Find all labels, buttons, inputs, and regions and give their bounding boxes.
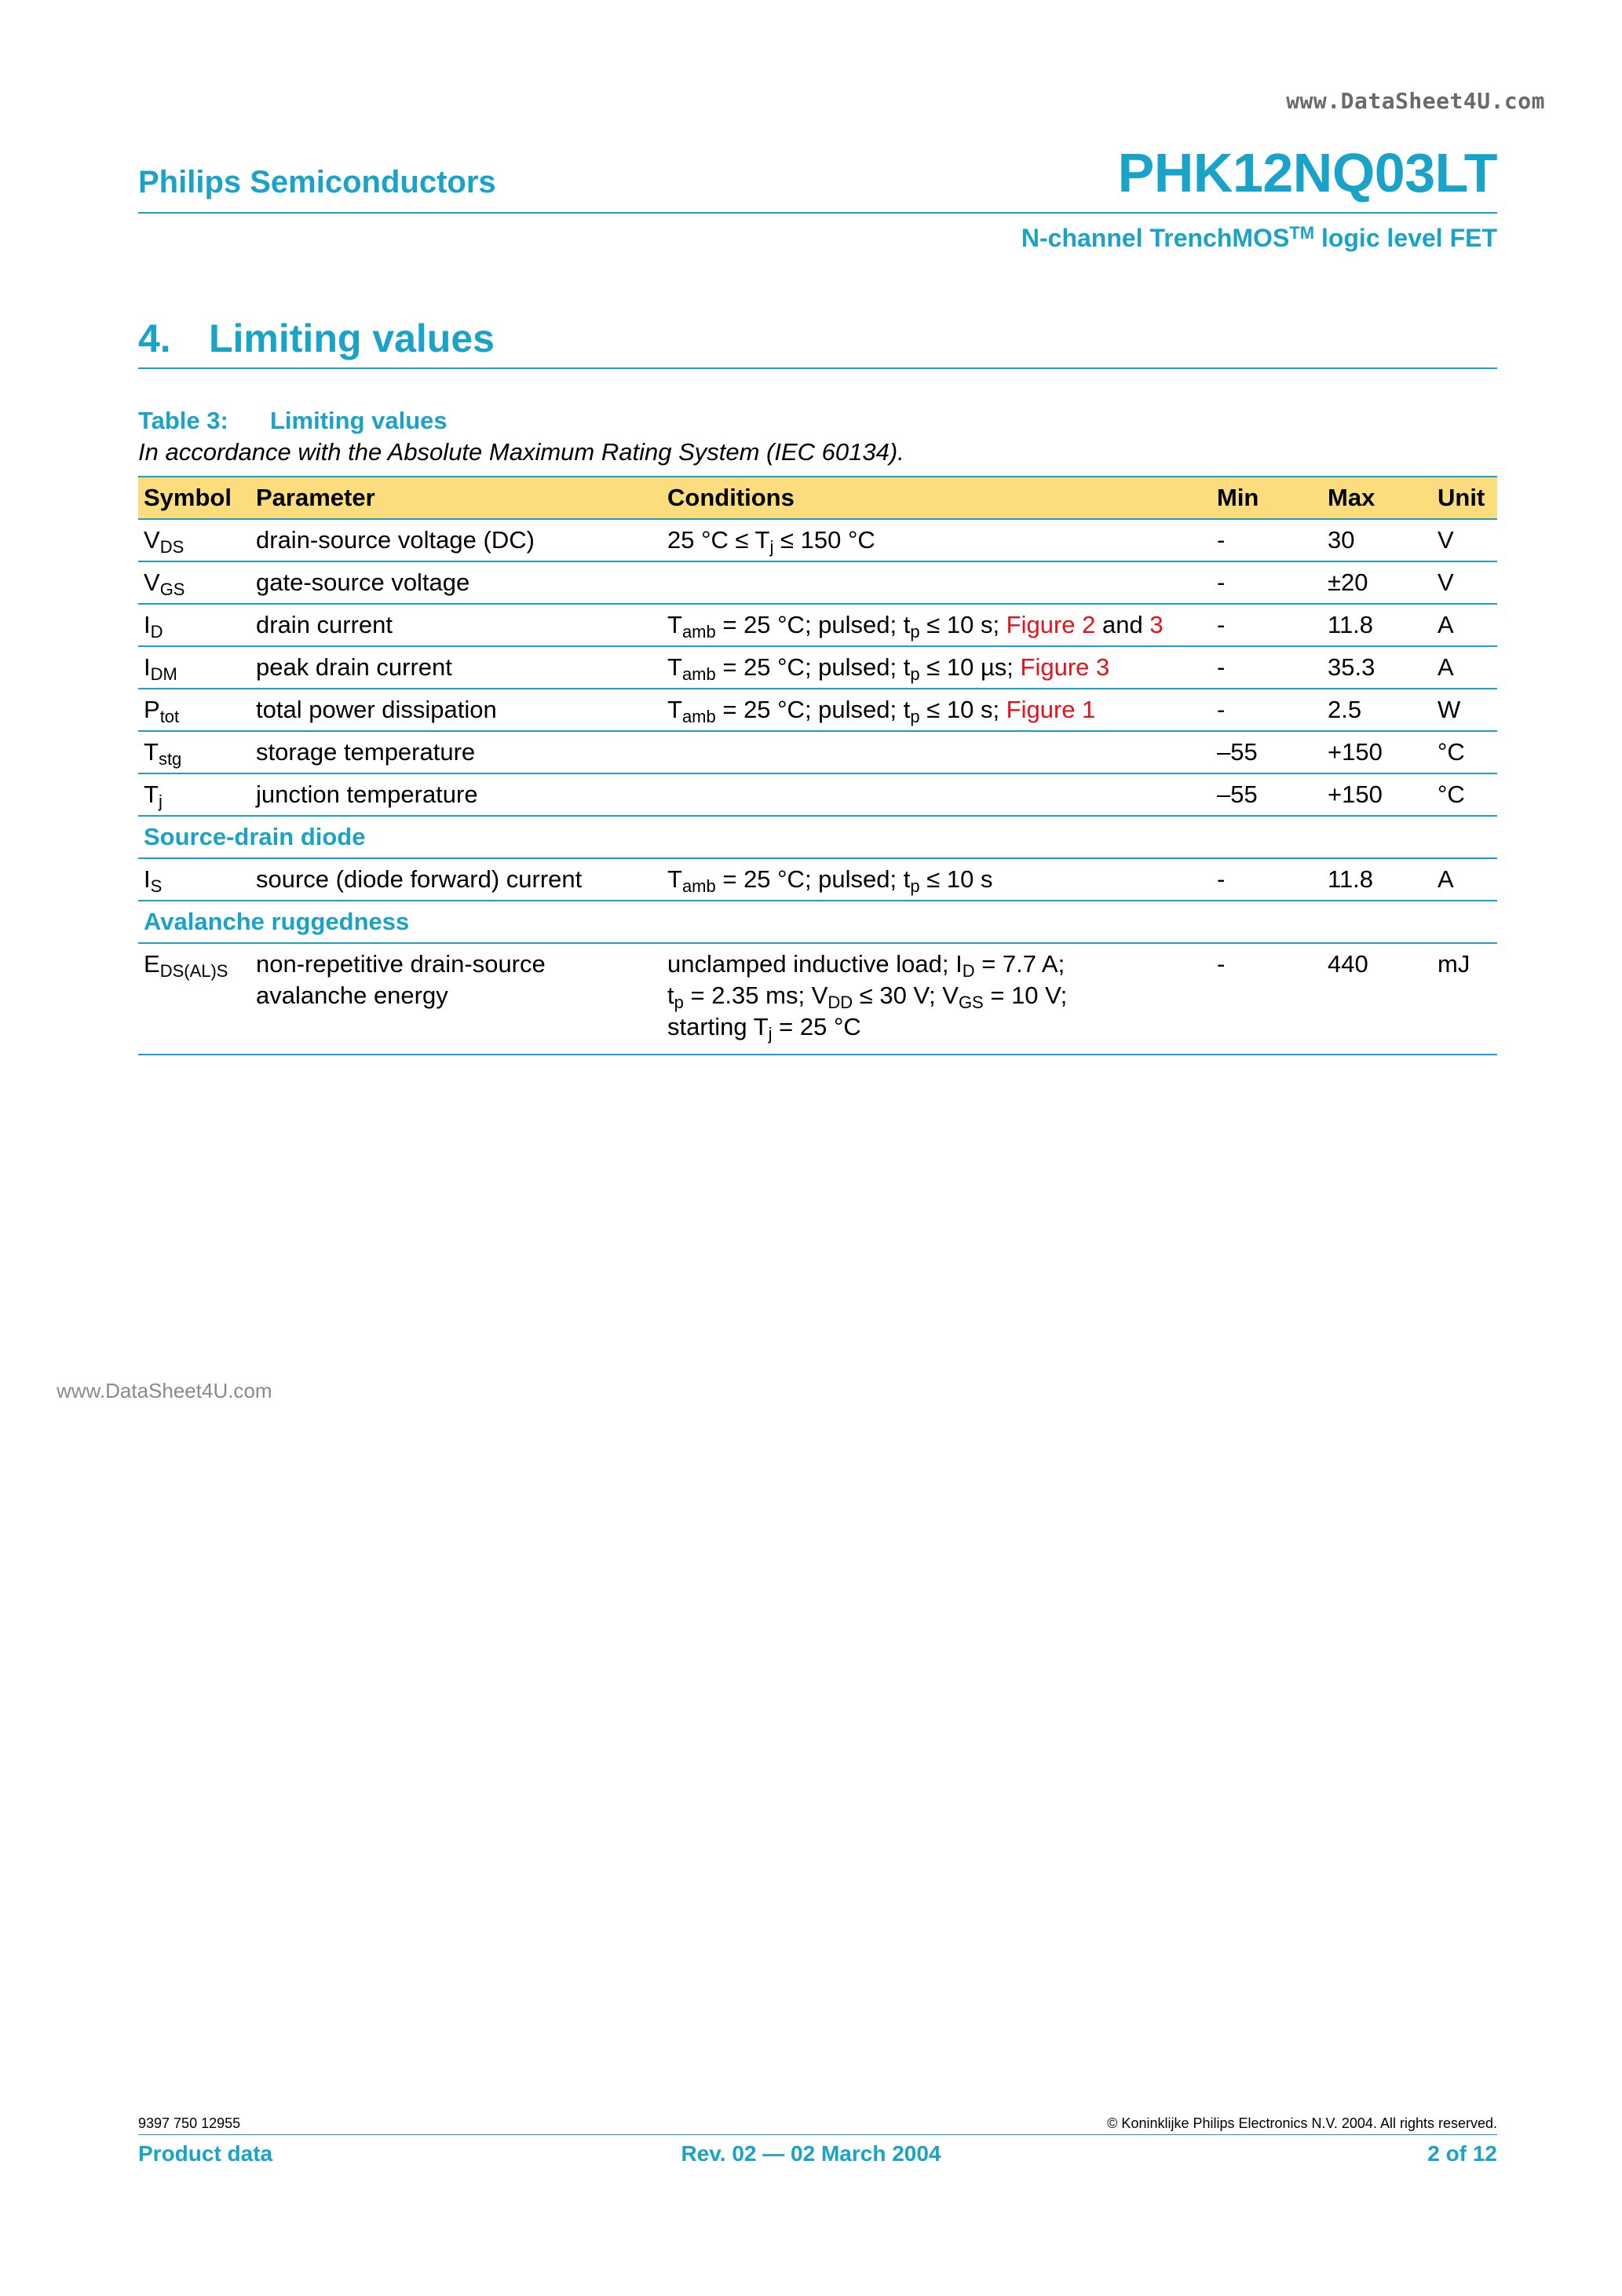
watermark-top: www.DataSheet4U.com (1286, 88, 1545, 114)
footer-revision: Rev. 02 — 02 March 2004 (681, 2141, 941, 2166)
header-symbol: Symbol (138, 477, 250, 519)
table-row (138, 731, 1497, 773)
parameter-cell: junction temperature (250, 773, 662, 816)
company-name: Philips Semiconductors (138, 165, 496, 199)
unit-cell: V (1432, 561, 1497, 604)
conditions-cell (662, 561, 1211, 604)
part-number: PHK12NQ03LT (1117, 142, 1497, 203)
table-row (138, 858, 1497, 901)
table-row (138, 943, 1497, 1055)
unit-cell: °C (1432, 773, 1497, 816)
parameter-cell: drain current (250, 604, 662, 646)
table-header-row (138, 477, 1497, 519)
table-row (138, 646, 1497, 689)
figure-3-link[interactable]: 3 (1149, 611, 1164, 638)
max-cell: 440 (1322, 943, 1432, 1055)
min-cell: - (1211, 943, 1322, 1055)
unit-cell: V (1432, 519, 1497, 561)
unit-cell: °C (1432, 731, 1497, 773)
conditions-cell: $T_{amb} = 25$ °C; pulsed; $t_p \le 10$ s (662, 858, 1211, 901)
table-row (138, 689, 1497, 731)
parameter-cell: source (diode forward) current (250, 858, 662, 901)
conditions-cell: $T_{amb} = 25$ °C; pulsed; $t_p \le 10$ s; Figure 1 (662, 689, 1211, 731)
unit-cell: A (1432, 646, 1497, 689)
conditions-cell: 25 $^\circ C \le T_j \le 150$ °C (662, 519, 1211, 561)
min-cell: - (1211, 519, 1322, 561)
header-parameter: Parameter (250, 477, 662, 519)
table-group-row (138, 901, 1497, 943)
header-min: Min (1211, 477, 1322, 519)
unit-cell: A (1432, 858, 1497, 901)
footer-status: Product data (138, 2141, 273, 2166)
min-cell: - (1211, 604, 1322, 646)
conditions-cell: $T_{amb} = 25$ °C; pulsed; $t_p \le 10$ µs; Figure 3 (662, 646, 1211, 689)
parameter-cell: drain-source voltage (DC) (250, 519, 662, 561)
max-cell: +150 (1322, 731, 1432, 773)
table-caption: Table 3: Limiting values (138, 407, 448, 434)
max-cell: 35.3 (1322, 646, 1432, 689)
limiting-values-table (138, 476, 1497, 1055)
figure-3-link[interactable]: Figure 3 (1020, 653, 1110, 681)
max-cell: 2.5 (1322, 689, 1432, 731)
header-conditions: Conditions (662, 477, 1211, 519)
table-group-row (138, 816, 1497, 858)
section-rule (138, 367, 1497, 369)
symbol-cell: $I_D$ (138, 604, 250, 646)
max-cell: ±20 (1322, 561, 1432, 604)
parameter-cell: peak drain current (250, 646, 662, 689)
min-cell: –55 (1211, 731, 1322, 773)
conditions-cell (662, 773, 1211, 816)
symbol-cell: $T_{stg}$ (138, 731, 250, 773)
unit-cell: W (1432, 689, 1497, 731)
min-cell: - (1211, 561, 1322, 604)
symbol-cell: $T_j$ (138, 773, 250, 816)
watermark-mid: www.DataSheet4U.com (57, 1379, 272, 1402)
header-rule (138, 212, 1497, 214)
max-cell: 11.8 (1322, 858, 1432, 901)
unit-cell: mJ (1432, 943, 1497, 1055)
document-number: 9397 750 12955 (138, 2115, 241, 2131)
symbol-cell: $E_{DS(AL)S}$ (138, 943, 250, 1055)
conditions-cell: $T_{amb} = 25$ °C; pulsed; $t_p \le 10$ s; Figure 2 and 3 (662, 604, 1211, 646)
figure-2-link[interactable]: Figure 2 (1006, 611, 1096, 638)
min-cell: –55 (1211, 773, 1322, 816)
max-cell: 11.8 (1322, 604, 1432, 646)
symbol-cell: $V_{DS}$ (138, 519, 250, 561)
min-cell: - (1211, 689, 1322, 731)
parameter-cell: gate-source voltage (250, 561, 662, 604)
conditions-cell (662, 731, 1211, 773)
table-note: In accordance with the Absolute Maximum Rating System (IEC 60134). (138, 438, 904, 466)
max-cell: 30 (1322, 519, 1432, 561)
parameter-cell: total power dissipation (250, 689, 662, 731)
header-max: Max (1322, 477, 1432, 519)
parameter-cell: non-repetitive drain-source avalanche energy (250, 943, 662, 1055)
symbol-cell: $I_{DM}$ (138, 646, 250, 689)
symbol-cell: $I_S$ (138, 858, 250, 901)
footer-rule (138, 2134, 1497, 2135)
copyright: © Koninklijke Philips Electronics N.V. 2004. All rights reserved. (1107, 2115, 1497, 2131)
figure-1-link[interactable]: Figure 1 (1006, 696, 1096, 723)
footer-page: 2 of 12 (1427, 2141, 1497, 2166)
table-row (138, 519, 1497, 561)
group-source-drain-diode: Source-drain diode (138, 816, 1497, 858)
device-subtitle: N-channel TrenchMOS™ logic level FET (1021, 223, 1497, 252)
parameter-cell: storage temperature (250, 731, 662, 773)
table-row (138, 773, 1497, 816)
table-row (138, 604, 1497, 646)
max-cell: +150 (1322, 773, 1432, 816)
min-cell: - (1211, 646, 1322, 689)
conditions-cell: unclamped inductive load; $I_D = 7.7$ A; $t_p = 2.35$ ms; $V_{DD} \le 30$ V; $V_{GS} = 10$ V; starting $T_j = 25$ °C (662, 943, 1211, 1055)
section-title: 4. Limiting values (138, 316, 495, 360)
unit-cell: A (1432, 604, 1497, 646)
symbol-cell: $V_{GS}$ (138, 561, 250, 604)
group-avalanche-ruggedness: Avalanche ruggedness (138, 901, 1497, 943)
header-unit: Unit (1432, 477, 1497, 519)
min-cell: - (1211, 858, 1322, 901)
table-row (138, 561, 1497, 604)
symbol-cell: $P_{tot}$ (138, 689, 250, 731)
